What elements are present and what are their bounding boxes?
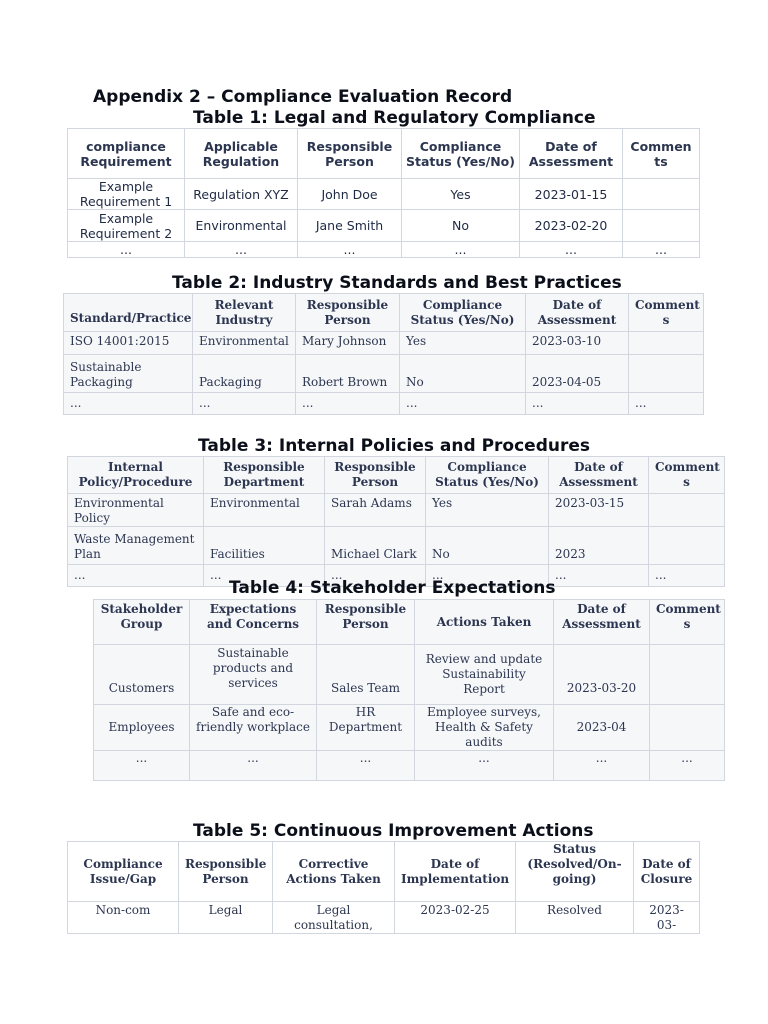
table-row	[64, 332, 704, 355]
table-cell: Yes	[400, 332, 526, 355]
table-cell: ...	[185, 242, 298, 258]
table5-header-cell: Compliance Issue/Gap	[68, 842, 179, 902]
table-cell: Robert Brown	[296, 355, 400, 393]
table-cell: HR Department	[317, 705, 415, 751]
table-cell: 2023-04-05	[526, 355, 629, 393]
table-cell: ...	[623, 242, 700, 258]
table-cell	[649, 527, 725, 565]
table-cell: No	[402, 210, 520, 242]
appendix-title: Appendix 2 – Compliance Evaluation Record	[93, 87, 513, 107]
table-cell: Sales Team	[317, 645, 415, 705]
table1-header-cell: Applicable Regulation	[185, 129, 298, 179]
table-cell: ...	[400, 393, 526, 415]
table4-header-row	[94, 600, 725, 645]
table4-header-cell: Expectations and Concerns	[190, 600, 317, 645]
table5-header-cell: Date of Closure	[634, 842, 700, 902]
table-cell: Environmental Policy	[68, 494, 204, 527]
table-cell: ...	[650, 751, 725, 781]
table-cell: Employee surveys, Health & Safety audits	[415, 705, 554, 751]
table-cell: ...	[554, 751, 650, 781]
table-cell: ...	[629, 393, 704, 415]
table-cell: Mary Johnson	[296, 332, 400, 355]
table-cell: ISO 14001:2015	[64, 332, 193, 355]
table-cell: No	[400, 355, 526, 393]
table-cell: Facilities	[204, 527, 325, 565]
table1-header-cell: compliance Requirement	[68, 129, 185, 179]
table-cell: Yes	[402, 179, 520, 210]
table2-header-cell: Responsible Person	[296, 294, 400, 332]
table-cell	[649, 494, 725, 527]
table-cell: No	[426, 527, 549, 565]
table1-header-cell: Compliance Status (Yes/No)	[402, 129, 520, 179]
table2-header-cell: Compliance Status (Yes/No)	[400, 294, 526, 332]
table-cell: ...	[68, 565, 204, 587]
table-cell	[629, 332, 704, 355]
table3-header-cell: Date of Assessment	[549, 457, 649, 494]
table-row	[68, 527, 725, 565]
table-cell: ...	[426, 565, 549, 587]
table3-title: Table 3: Internal Policies and Procedures	[198, 436, 591, 456]
table1-header-cell: Date of Assessment	[520, 129, 623, 179]
table5	[67, 841, 700, 934]
table2-header-cell: Relevant Industry	[193, 294, 296, 332]
table-cell: 2023-03-15	[549, 494, 649, 527]
table1-title: Table 1: Legal and Regulatory Compliance	[193, 108, 596, 128]
table2-header-cell: Comment s	[629, 294, 704, 332]
table4-header-cell: Comment s	[650, 600, 725, 645]
table-cell: ...	[325, 565, 426, 587]
table-cell: Legal	[179, 902, 273, 934]
table-cell: ...	[193, 393, 296, 415]
table-cell	[623, 210, 700, 242]
table-cell: ...	[402, 242, 520, 258]
table-row	[68, 494, 725, 527]
table2-title: Table 2: Industry Standards and Best Practices	[172, 273, 622, 293]
table-cell: 2023-01-15	[520, 179, 623, 210]
table-row	[64, 393, 704, 415]
table4-header-cell: Stakeholder Group	[94, 600, 190, 645]
table-cell	[650, 705, 725, 751]
table-cell: Sustainable Packaging	[64, 355, 193, 393]
table-cell: ...	[317, 751, 415, 781]
table-cell: 2023	[549, 527, 649, 565]
table-cell: Jane Smith	[298, 210, 402, 242]
table-cell: Sustainable products and services	[190, 645, 317, 705]
table-cell: Safe and eco-friendly workplace	[190, 705, 317, 751]
table-row	[68, 242, 700, 258]
table-cell: Environmental	[185, 210, 298, 242]
table-cell: Yes	[426, 494, 549, 527]
table-row	[64, 355, 704, 393]
table2-header-cell: Standard/Practice	[64, 294, 193, 332]
table-cell	[650, 645, 725, 705]
table-cell: John Doe	[298, 179, 402, 210]
table5-title: Table 5: Continuous Improvement Actions	[193, 821, 594, 841]
table4-title: Table 4: Stakeholder Expectations	[229, 578, 556, 598]
table-row	[68, 210, 700, 242]
table-cell: Regulation XYZ	[185, 179, 298, 210]
table-cell	[629, 355, 704, 393]
table1-header-cell: Responsible Person	[298, 129, 402, 179]
table-cell: Waste Management Plan	[68, 527, 204, 565]
table1	[67, 128, 700, 258]
table-cell: ...	[549, 565, 649, 587]
table1-header-row	[68, 129, 700, 179]
table-cell: Resolved	[516, 902, 634, 934]
table2	[63, 293, 704, 415]
table-cell: Review and update Sustainability Report	[415, 645, 554, 705]
table-cell: 2023-03-	[634, 902, 700, 934]
table-cell: Legal consultation,	[273, 902, 395, 934]
table3-header-row	[68, 457, 725, 494]
table4-header-cell: Actions Taken	[415, 600, 554, 645]
table-cell: ...	[68, 242, 185, 258]
table-cell: ...	[204, 565, 325, 587]
table-cell: Customers	[94, 645, 190, 705]
table3	[67, 456, 725, 587]
table-cell: 2023-03-10	[526, 332, 629, 355]
table-row	[68, 902, 700, 934]
table2-header-cell: Date of Assessment	[526, 294, 629, 332]
table-cell: ...	[526, 393, 629, 415]
table5-header-cell: Responsible Person	[179, 842, 273, 902]
table3-header-cell: Comment s	[649, 457, 725, 494]
table3-header-cell: Responsible Department	[204, 457, 325, 494]
table3-header-cell: Responsible Person	[325, 457, 426, 494]
table-cell	[623, 179, 700, 210]
table-cell: Example Requirement 1	[68, 179, 185, 210]
table-cell: ...	[298, 242, 402, 258]
table-cell: ...	[94, 751, 190, 781]
table-row	[94, 751, 725, 781]
table-cell: Environmental	[193, 332, 296, 355]
table3-header-cell: Compliance Status (Yes/No)	[426, 457, 549, 494]
table3-header-cell: Internal Policy/Procedure	[68, 457, 204, 494]
table-cell: 2023-02-20	[520, 210, 623, 242]
table4	[93, 599, 725, 781]
table-cell: ...	[190, 751, 317, 781]
table1-header-cell: Commen ts	[623, 129, 700, 179]
table-cell: ...	[415, 751, 554, 781]
table-row	[94, 645, 725, 705]
table-row	[68, 179, 700, 210]
table5-header-row	[68, 842, 700, 902]
table-cell: ...	[296, 393, 400, 415]
table-row	[94, 705, 725, 751]
table-cell: ...	[520, 242, 623, 258]
table2-header-row	[64, 294, 704, 332]
table5-header-cell: Corrective Actions Taken	[273, 842, 395, 902]
table4-header-cell: Responsible Person	[317, 600, 415, 645]
table5-header-cell: Date of Implementation	[395, 842, 516, 902]
table-cell: Michael Clark	[325, 527, 426, 565]
table-cell: Packaging	[193, 355, 296, 393]
table-cell: Example Requirement 2	[68, 210, 185, 242]
table-cell: Sarah Adams	[325, 494, 426, 527]
table5-header-cell: Status (Resolved/On-going)	[516, 842, 634, 902]
table-cell: ...	[649, 565, 725, 587]
table4-header-cell: Date of Assessment	[554, 600, 650, 645]
table-cell: 2023-02-25	[395, 902, 516, 934]
table-cell: 2023-04	[554, 705, 650, 751]
table-cell: Environmental	[204, 494, 325, 527]
table-cell: Non-com	[68, 902, 179, 934]
table-cell: Employees	[94, 705, 190, 751]
table-cell: ...	[64, 393, 193, 415]
table-cell: 2023-03-20	[554, 645, 650, 705]
